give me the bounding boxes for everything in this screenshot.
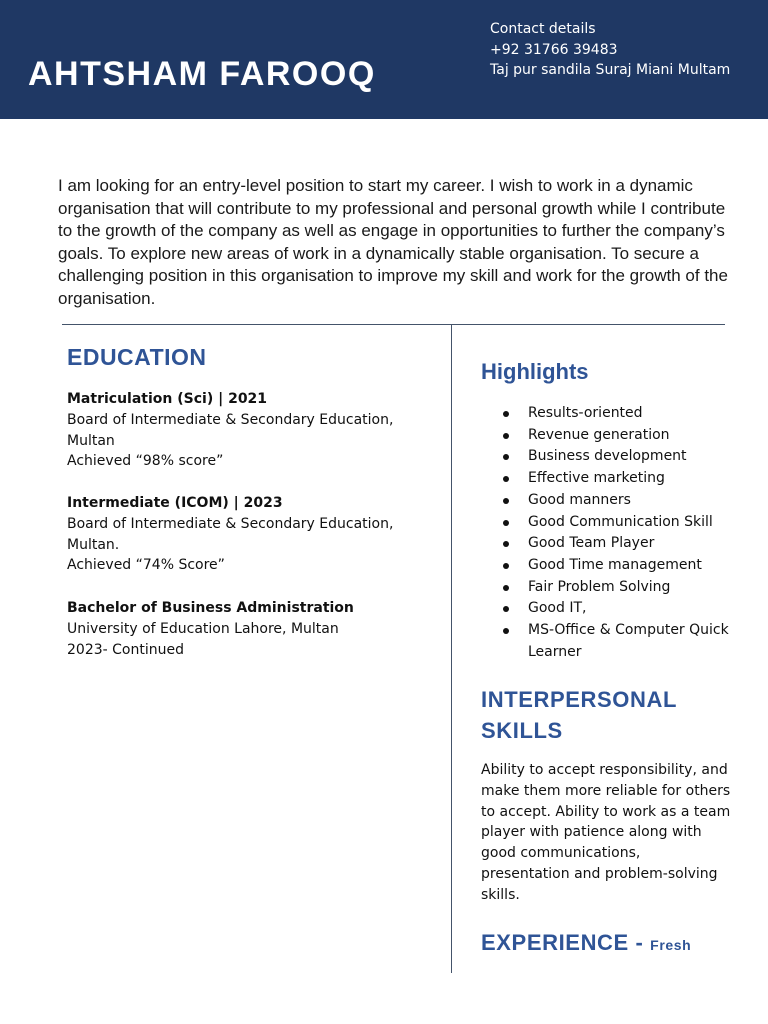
education-institution: Board of Intermediate & Secondary Education, Multan — [67, 411, 394, 449]
list-item: Good Time management — [481, 555, 741, 577]
bullet-icon — [503, 498, 509, 504]
education-degree: Intermediate (ICOM) | 2023 — [67, 495, 283, 511]
list-item: Good IT, — [481, 598, 741, 620]
contact-details — [490, 19, 730, 81]
experience-heading — [481, 930, 691, 956]
education-entry — [67, 389, 437, 472]
education-note: Achieved “74% Score” — [67, 557, 225, 574]
contact-phone: +92 31766 39483 — [490, 41, 618, 58]
education-entry — [67, 598, 437, 660]
education-degree: Bachelor of Business Administration — [67, 600, 354, 616]
list-item: Good manners — [481, 490, 741, 512]
education-entry — [67, 493, 437, 576]
candidate-name: AHTSHAM FAROOQ — [28, 55, 376, 93]
experience-level: Fresh — [650, 937, 692, 953]
list-item: Effective marketing — [481, 468, 741, 490]
education-degree: Matriculation (Sci) | 2021 — [67, 391, 268, 407]
career-objective: I am looking for an entry-level position to start my career. I wish to work in a dynamic organisation that will contribute to my professional and personal growth while I contribute to the growth of the company as well as engage in opportunities to further the company’s goals. To explore new areas of work in a dynamically stable organisation. To secure a challenging position in this organisation to improve my skill and work for the growth of the organisation. — [58, 176, 728, 308]
list-item: Revenue generation — [481, 425, 741, 447]
highlights-heading: Highlights — [481, 359, 589, 384]
section-divider-horizontal — [62, 324, 725, 325]
list-item: MS-Office & Computer Quick Learner — [481, 620, 741, 663]
bullet-icon — [503, 433, 509, 439]
education-institution: Board of Intermediate & Secondary Education, Multan. — [67, 515, 394, 553]
bullet-icon — [503, 520, 509, 526]
list-item: Results-oriented — [481, 403, 741, 425]
bullet-icon — [503, 411, 509, 417]
interpersonal-heading: INTERPERSONAL SKILLS — [481, 687, 677, 743]
experience-title: EXPERIENCE - — [481, 930, 651, 955]
bullet-icon — [503, 628, 509, 634]
education-note: 2023- Continued — [67, 641, 184, 658]
list-item: Fair Problem Solving — [481, 577, 741, 599]
list-item: Good Communication Skill — [481, 512, 741, 534]
interpersonal-text: Ability to accept responsibility, and make them more reliable for others to accept. Ability to work as a team player with patience along with good communications, presentation and problem-solving skills. — [481, 762, 731, 903]
education-heading: EDUCATION — [67, 344, 207, 370]
contact-address: Taj pur sandila Suraj Miani Multam — [490, 62, 731, 79]
bullet-icon — [503, 563, 509, 569]
list-item: Business development — [481, 446, 741, 468]
contact-title: Contact details — [490, 21, 596, 37]
bullet-icon — [503, 541, 509, 547]
bullet-icon — [503, 606, 509, 612]
education-note: Achieved “98% score” — [67, 453, 224, 470]
education-institution: University of Education Lahore, Multan — [67, 620, 339, 637]
column-divider-vertical — [451, 325, 452, 973]
bullet-icon — [503, 476, 509, 482]
highlights-list — [481, 403, 741, 663]
header-banner — [0, 0, 768, 119]
bullet-icon — [503, 585, 509, 591]
bullet-icon — [503, 454, 509, 460]
list-item: Good Team Player — [481, 533, 741, 555]
